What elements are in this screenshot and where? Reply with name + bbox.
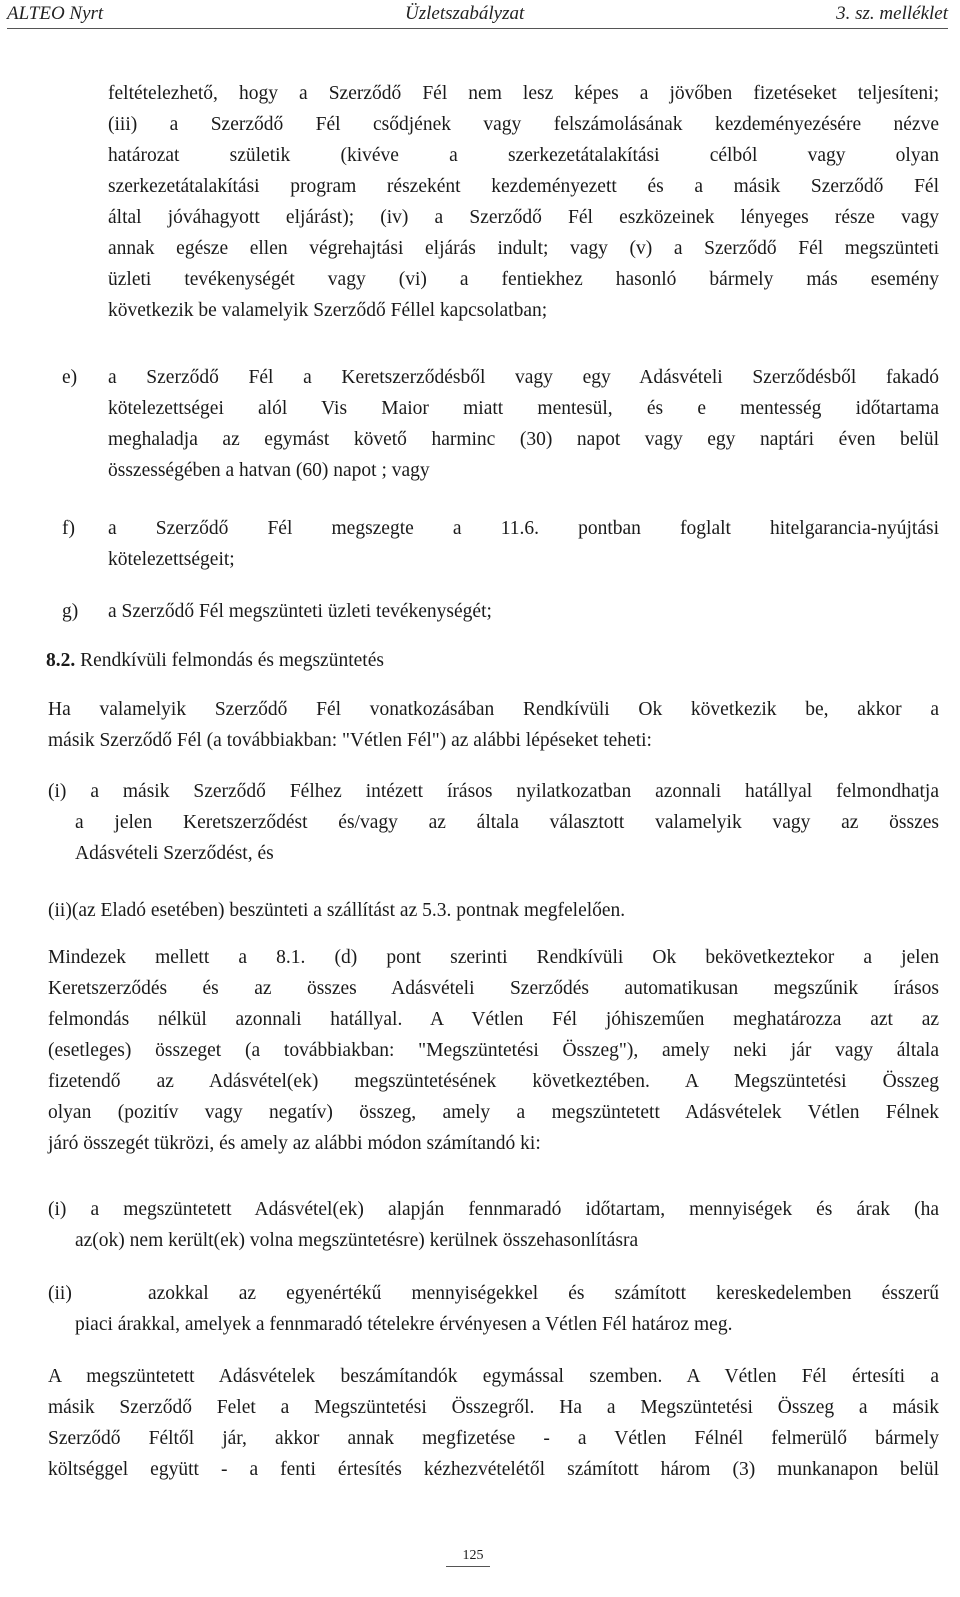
text-line: feltételezhető, hogy a Szerződő Fél nem lesz képes a jövőben fizetéseket teljesíteni;: [108, 83, 939, 104]
section-heading: [46, 645, 384, 676]
text-line: A megszüntetett Adásvételek beszámítandók egymással szemben. A Vétlen Fél értesíti a: [48, 1366, 939, 1387]
page-header: [7, 2, 948, 29]
text-line: (ii)(az Eladó esetében) beszünteti a szállítást az 5.3. pontnak megfelelően.: [48, 900, 626, 921]
option-i: [48, 776, 939, 869]
text-line: Szerződő Féltől jár, akkor annak megfizetése - a Vétlen Félnél felmerülő bármely: [48, 1428, 939, 1449]
text-line: olyan (pozitív vagy negatív) összeg, amely a megszüntetett Adásvételek Vétlen Félnek: [48, 1102, 939, 1123]
text-line: által jóváhagyott eljárást); (iv) a Szerződő Fél eszközeinek lényeges része vagy: [108, 207, 939, 228]
text-line: annak egésze ellen végrehajtási eljárás indult; vagy (v) a Szerződő Fél megszünteti: [108, 238, 939, 259]
text-line: másik Szerződő Felet a Megszüntetési Összegről. Ha a Megszüntetési Összeg a másik: [48, 1397, 939, 1418]
calc-ii-first: azokkal az egyenértékű mennyiségekkel és számított kereskedelemben ésszerű: [148, 1283, 939, 1304]
paragraph-intro: [48, 694, 939, 756]
text-line: a Szerződő Fél megszünteti üzleti tevékenységét;: [108, 601, 492, 622]
text-line: a jelen Keretszerződést és/vagy az általa választott valamelyik vagy az összes: [75, 812, 939, 833]
text-line: (esetleges) összeget (a továbbiakban: "Megszüntetési Összeg"), amely neki jár vagy általa: [48, 1040, 939, 1061]
text-line: Keretszerződés és az összes Adásvételi Szerződés automatikusan megszűnik írásos: [48, 978, 939, 999]
text-line: [48, 1278, 939, 1309]
text-line: másik Szerződő Fél (a továbbiakban: "Vétlen Fél") az alábbi lépéseket teheti:: [48, 730, 652, 751]
page-number: 125: [462, 1548, 484, 1563]
header-annex: 3. sz. melléklet: [836, 3, 948, 24]
text-line: kötelezettségei alól Vis Maior miatt mentesül, és e mentesség időtartama: [108, 398, 939, 419]
continuation-paragraph: [108, 78, 939, 326]
text-line: (i) a másik Szerződő Félhez intézett írásos nyilatkozatban azonnali hatállyal felmondhatja: [48, 781, 939, 802]
text-line: járó összegét tükrözi, és amely az alábbi módon számítandó ki:: [48, 1133, 541, 1154]
text-line: (i) a megszüntetett Adásvétel(ek) alapján fennmaradó időtartam, mennyiségek és árak (ha: [48, 1199, 939, 1220]
option-ii: [48, 895, 939, 926]
text-line: üzleti tevékenységét vagy (vi) a fentiekhez hasonló bármely más esemény: [108, 269, 939, 290]
text-line: fizetendő az Adásvétel(ek) megszüntetésének következtében. A Megszüntetési Összeg: [48, 1071, 939, 1092]
text-line: szerkezetátalakítási program részeként kezdeményezett és a másik Szerződő Fél: [108, 176, 939, 197]
list-item-e: [108, 362, 939, 486]
text-line: (iii) a Szerződő Fél csődjének vagy felszámolásának kezdeményezésére nézve: [108, 114, 939, 135]
paragraph-settlement: [48, 1361, 939, 1485]
text-line: a Szerződő Fél a Keretszerződésből vagy egy Adásvételi Szerződésből fakadó: [108, 367, 939, 388]
item-letter-f: f): [62, 518, 75, 539]
section-title: Rendkívüli felmondás és megszüntetés: [80, 650, 384, 671]
calc-ii-label: (ii): [48, 1283, 72, 1304]
text-line: Ha valamelyik Szerződő Fél vonatkozásában Rendkívüli Ok következik be, akkor a: [48, 699, 939, 720]
list-item-f: [108, 513, 939, 575]
text-line: határozat születik (kivéve a szerkezetátalakítási célból vagy olyan: [108, 145, 939, 166]
list-item-g: [108, 596, 939, 627]
text-line: Mindezek mellett a 8.1. (d) pont szerinti Rendkívüli Ok bekövetkeztekor a jelen: [48, 947, 939, 968]
text-line: a Szerződő Fél megszegte a 11.6. pontban foglalt hitelgarancia-nyújtási: [108, 518, 939, 539]
text-line: költséggel együtt - a fenti értesítés kézhezvételétől számított három (3) munkanapon belül: [48, 1459, 939, 1480]
text-line: az(ok) nem került(ek) volna megszüntetésre) kerülnek összehasonlításra: [75, 1230, 639, 1251]
text-line: összességében a hatvan (60) napot ; vagy: [108, 460, 430, 481]
calculation-ii: [48, 1278, 939, 1340]
section-number: 8.2.: [46, 650, 76, 671]
item-letter-g: g): [62, 601, 79, 622]
text-line: kötelezettségeit;: [108, 549, 235, 570]
header-company: ALTEO Nyrt: [7, 3, 104, 24]
calc-ii-second: piaci árakkal, amelyek a fennmaradó tételekre érvényesen a Vétlen Fél határoz meg.: [75, 1314, 733, 1335]
text-line: felmondás nélkül azonnali hatállyal. A Vétlen Fél jóhiszeműen meghatározza azt az: [48, 1009, 939, 1030]
paragraph-termination: [48, 942, 939, 1159]
item-letter-e: e): [62, 367, 78, 388]
text-line: meghaladja az egymást követő harminc (30) napot vagy egy naptári éven belül: [108, 429, 939, 450]
header-document-title: Üzletszabályzat: [405, 3, 525, 24]
text-line: következik be valamelyik Szerződő Féllel kapcsolatban;: [108, 300, 548, 321]
calculation-i: [48, 1194, 939, 1256]
text-line: Adásvételi Szerződést, és: [75, 843, 274, 864]
footer-divider: [446, 1566, 490, 1567]
